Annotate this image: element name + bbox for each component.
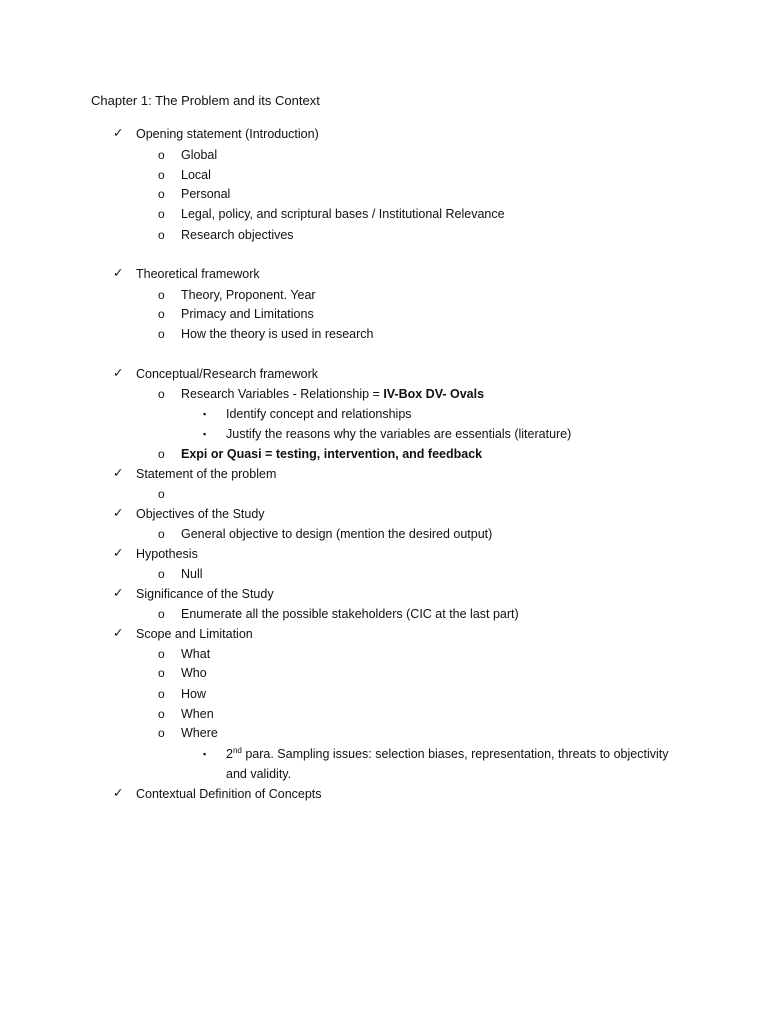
check-bullet: ✓ [113,126,124,140]
item-objectives-study: Objectives of the Study [136,507,265,521]
circle-bullet: o [158,647,165,661]
circle-bullet: o [158,666,165,680]
circle-bullet: o [158,168,165,182]
item-null: Null [181,567,203,581]
check-bullet: ✓ [113,366,124,380]
item-how: How [181,687,207,701]
item-personal: Personal [181,187,231,201]
item-justify-reasons: Justify the reasons why the variables are essentials (literature) [226,427,572,441]
para-text: para. Sampling issues: selection biases, representation, threats to objectivity [241,747,669,761]
circle-bullet: o [158,707,165,721]
circle-bullet: o [158,387,165,401]
research-variables-bold: IV-Box DV- Ovals [383,387,485,401]
item-scope-limitation: Scope and Limitation [136,627,253,641]
circle-bullet: o [158,726,165,740]
circle-bullet: o [158,487,165,501]
circle-bullet: o [158,327,165,341]
check-bullet: ✓ [113,266,124,280]
circle-bullet: o [158,307,165,321]
item-hypothesis: Hypothesis [136,547,198,561]
circle-bullet: o [158,607,165,621]
item-theoretical-framework: Theoretical framework [136,267,260,281]
item-expi-quasi: Expi or Quasi = testing, intervention, and feedback [181,447,483,461]
circle-bullet: o [158,288,165,302]
square-bullet: ▪ [203,429,207,439]
item-opening-statement: Opening statement (Introduction) [136,127,319,141]
check-bullet: ✓ [113,786,124,800]
circle-bullet: o [158,527,165,541]
item-where: Where [181,726,218,740]
item-research-variables [181,385,484,403]
item-how-theory: How the theory is used in research [181,327,374,341]
circle-bullet: o [158,447,165,461]
circle-bullet: o [158,187,165,201]
item-statement-problem: Statement of the problem [136,467,277,481]
item-who: Who [181,666,207,680]
item-sampling-issues [226,745,668,763]
item-enumerate-stakeholders: Enumerate all the possible stakeholders (CIC at the last part) [181,607,519,621]
circle-bullet: o [158,228,165,242]
check-bullet: ✓ [113,586,124,600]
chapter-title: Chapter 1: The Problem and its Context [91,93,320,108]
item-identify-concept: Identify concept and relationships [226,407,412,421]
research-variables-text: Research Variables - Relationship = [181,387,384,401]
circle-bullet: o [158,207,165,221]
item-theory: Theory, Proponent. Year [181,288,316,302]
item-primacy: Primacy and Limitations [181,307,314,321]
para-number: 2 [226,747,233,761]
circle-bullet: o [158,687,165,701]
item-legal-bases: Legal, policy, and scriptural bases / Institutional Relevance [181,207,505,221]
item-conceptual-framework: Conceptual/Research framework [136,367,319,381]
item-research-objectives: Research objectives [181,228,294,242]
item-global: Global [181,148,218,162]
item-what: What [181,647,211,661]
para-ordinal-suffix: nd [232,746,242,755]
check-bullet: ✓ [113,466,124,480]
check-bullet: ✓ [113,546,124,560]
circle-bullet: o [158,567,165,581]
circle-bullet: o [158,148,165,162]
item-contextual-definition: Contextual Definition of Concepts [136,787,322,801]
item-when: When [181,707,214,721]
square-bullet: ▪ [203,409,207,419]
square-bullet: ▪ [203,749,207,759]
item-general-objective: General objective to design (mention the desired output) [181,527,493,541]
item-significance: Significance of the Study [136,587,274,601]
check-bullet: ✓ [113,626,124,640]
item-local: Local [181,168,211,182]
item-sampling-issues-cont: and validity. [226,767,292,781]
check-bullet: ✓ [113,506,124,520]
